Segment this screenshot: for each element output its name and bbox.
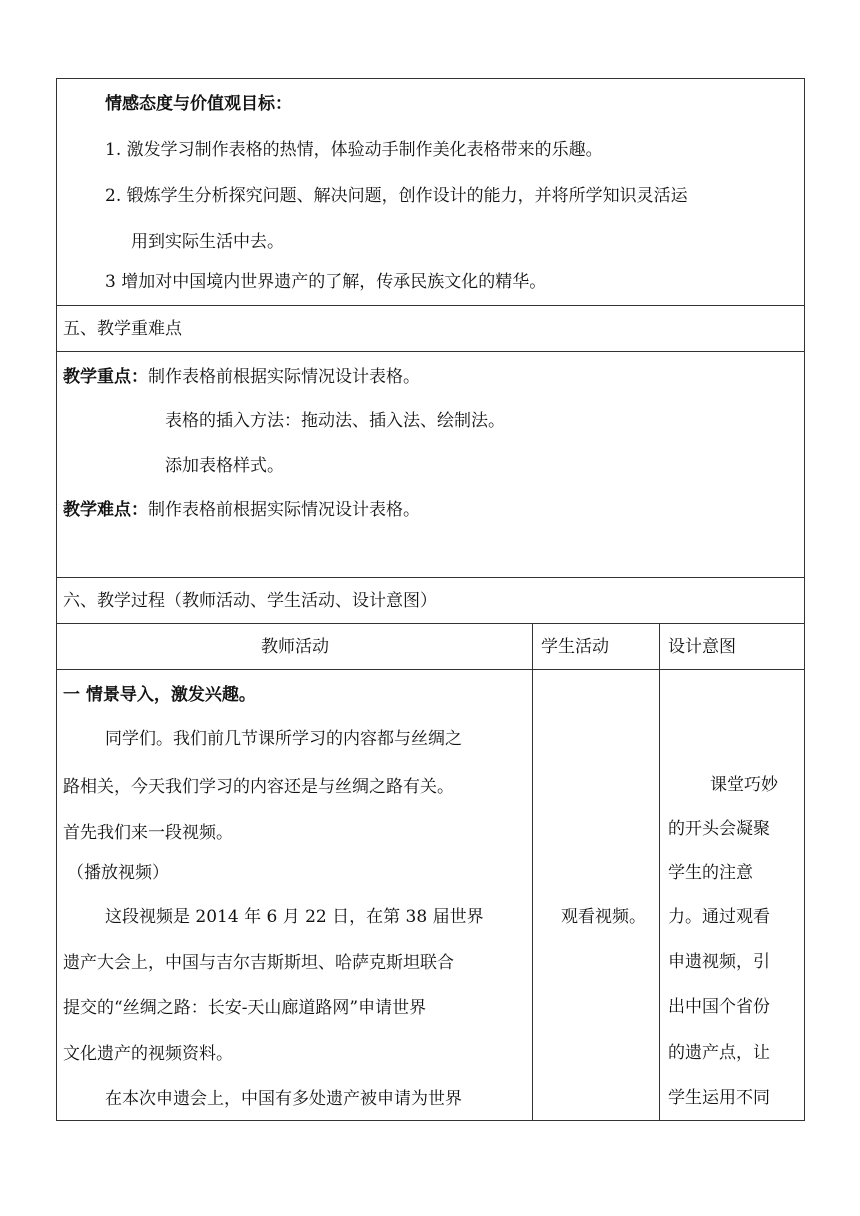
design-line-8: 学生运用不同	[668, 1088, 770, 1108]
design-line-1: 课堂巧妙	[710, 775, 778, 795]
goal-item-2: 2. 锻炼学生分析探究问题、解决问题，创作设计的能力，并将所学知识灵活运	[105, 186, 688, 206]
section6-row	[57, 578, 805, 624]
teacher-line-6: 遗产大会上，中国与吉尔吉斯斯坦、哈萨克斯坦联合	[63, 953, 454, 973]
lesson-plan-table	[56, 78, 805, 1121]
design-line-7: 的遗产点，让	[668, 1043, 770, 1063]
header-student-activity: 学生活动	[541, 637, 609, 657]
design-line-4: 力。通过观看	[668, 907, 770, 927]
difficulty-text: 制作表格前根据实际情况设计表格。	[148, 500, 420, 520]
design-line-2: 的开头会凝聚	[668, 819, 770, 839]
key-point-second: 表格的插入方法：拖动法、插入法、绘制法。	[165, 411, 505, 431]
goals-row	[57, 79, 805, 306]
goals-title: 情感态度与价值观目标：	[105, 94, 292, 114]
section5-row	[57, 306, 805, 352]
design-line-3: 学生的注意	[668, 863, 753, 883]
design-line-5: 申遗视频，引	[668, 952, 770, 972]
key-points-row	[57, 352, 805, 578]
teacher-activity-cell	[57, 670, 532, 1120]
teacher-line-1: 同学们。我们前几节课所学习的内容都与丝绸之	[105, 729, 462, 749]
goal-item-1: 1. 激发学习制作表格的热情，体验动手制作美化表格带来的乐趣。	[105, 140, 603, 160]
student-activity-cell	[533, 670, 659, 1120]
goal-item-2-cont: 用到实际生活中去。	[131, 232, 284, 252]
column-header-row	[57, 624, 805, 670]
key-point-third: 添加表格样式。	[165, 456, 284, 476]
teacher-line-2: 路相关，今天我们学习的内容还是与丝绸之路有关。	[63, 777, 454, 797]
teacher-line-9: 在本次申遗会上，中国有多处遗产被申请为世界	[105, 1089, 462, 1109]
section6-title: 六、教学过程（教师活动、学生活动、设计意图）	[63, 591, 437, 611]
teacher-line-4: （播放视频）	[67, 863, 169, 883]
process-body-row	[57, 670, 805, 1121]
teacher-line-8: 文化遗产的视频资料。	[63, 1044, 233, 1064]
teacher-line-5: 这段视频是 2014 年 6 月 22 日，在第 38 届世界	[105, 907, 484, 927]
teacher-line-3: 首先我们来一段视频。	[63, 823, 233, 843]
student-activity-text: 观看视频。	[561, 907, 646, 927]
key-point-label: 教学重点：	[63, 367, 148, 387]
difficulty-label: 教学难点：	[63, 500, 148, 520]
teacher-heading: 一 情景导入，激发兴趣。	[63, 685, 256, 705]
design-intent-cell	[660, 670, 804, 1120]
lesson-plan-document	[56, 78, 804, 1121]
key-point-first: 制作表格前根据实际情况设计表格。	[148, 367, 420, 387]
goals-cell	[57, 79, 804, 305]
section5-title: 五、教学重难点	[63, 319, 182, 339]
design-line-6: 出中国个省份	[668, 997, 770, 1017]
teacher-line-7: 提交的“丝绸之路：长安-天山廊道路网”申请世界	[63, 998, 427, 1018]
header-design-intent: 设计意图	[668, 637, 736, 657]
key-points-cell	[57, 352, 804, 577]
goal-item-3: 3 增加对中国境内世界遗产的了解，传承民族文化的精华。	[105, 272, 547, 292]
header-teacher-activity: 教师活动	[261, 637, 329, 657]
